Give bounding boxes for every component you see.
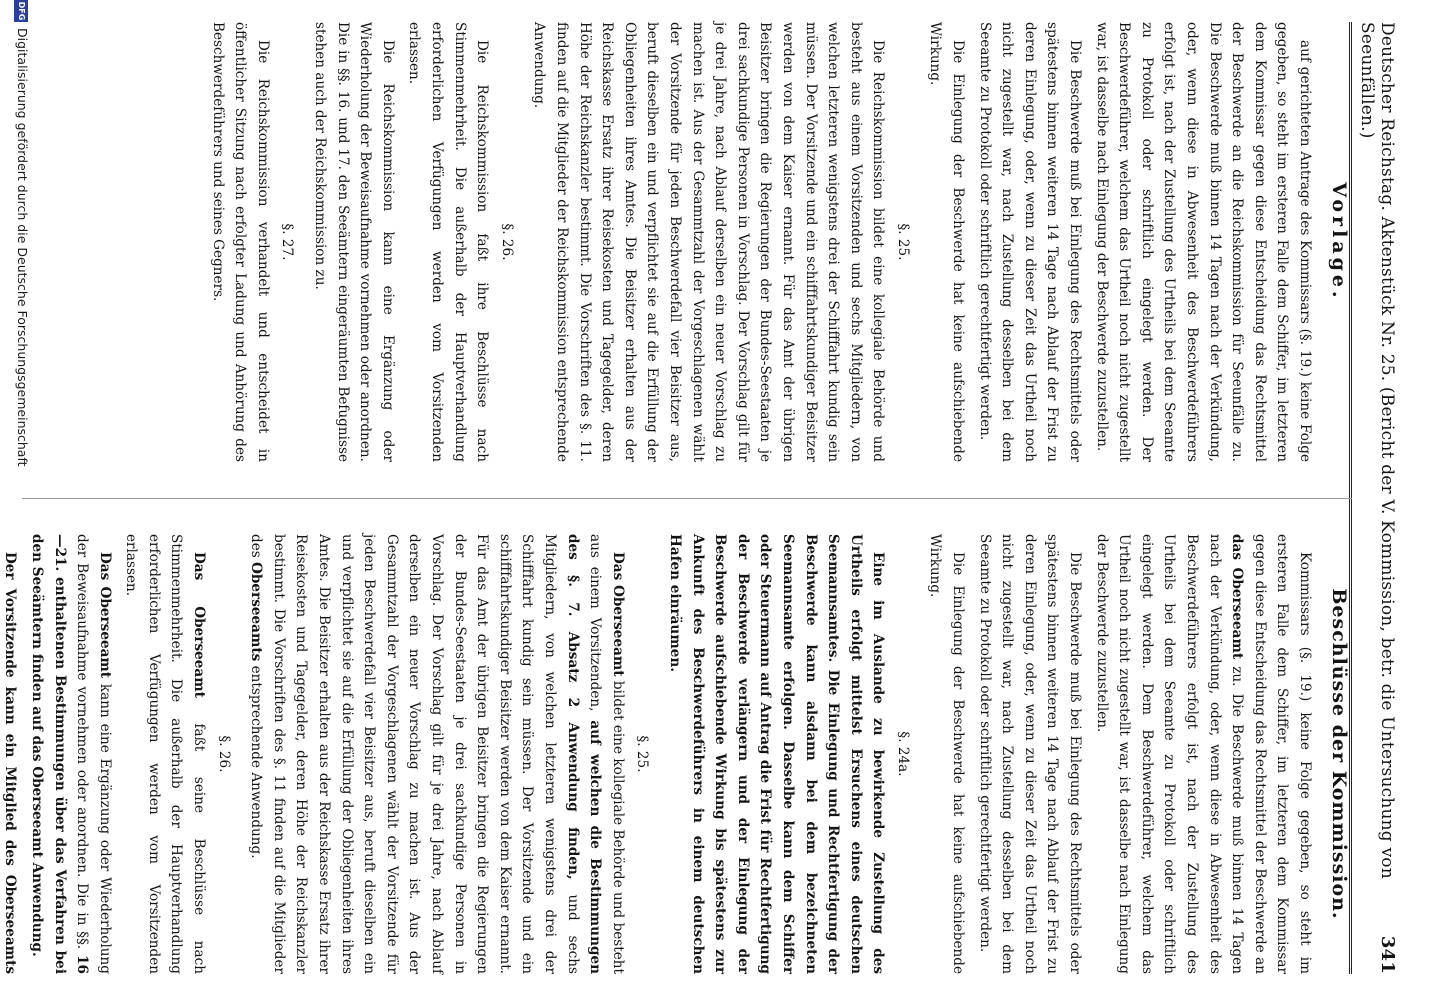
right-section-26-text-b [25, 534, 115, 974]
page-number: 341 [1377, 935, 1398, 974]
right-section-24a-bold: Eine im Auslande zu bewirkende Zustellung des Urtheils erfolgt mittelst Ersuchens eines deutschen Seemannsamtes. Die Einlegung und Rechtfertigung der Beschwerde kann alsdann bei dem bezeichneten Seemannsamte erfolgen. Dasselbe kann dem Schiffer oder Steuermann auf Antrag die Frist für Rechtfertigung der Beschwerde verlängern und der Einlegung der Beschwerde aufschiebende Wirkung bis spätestens zur Ankunft des Beschwerdeführers in einem deutschen Hafen einräumen. [666, 534, 887, 974]
right-section-25-heading: §. 25. [634, 735, 651, 773]
right-s25-bold-a: Das Oberseeamt [609, 552, 626, 677]
left-section-25-heading: §. 25. [894, 223, 911, 261]
right-s26-part-b: kann eine Ergänzung oder Wiederholung der Beweisaufnahme vornehmen oder anordnen. Die in §§. [74, 534, 113, 975]
right-section-25-text [245, 534, 629, 974]
right-section-24a-text [663, 534, 889, 974]
right-s25-bold-c: Oberseeamts [248, 562, 265, 662]
right-intro-part-1: Kommissars (§. 19.) keine Folge gegeben, so steht im ersteren Falle dem Schiffer, im letzteren dem Kommissar gegen diese Entscheidung das Rechtsmittel der Beschwerde an [1251, 534, 1313, 974]
right-section-24a-heading: §. 24a. [894, 731, 911, 777]
page-header [1349, 22, 1398, 974]
right-s26-bold-a: Das Oberseeamt [191, 552, 208, 698]
digitization-credit [15, 0, 31, 1000]
right-section-26-text-a [120, 534, 210, 974]
left-intro-paragraph: auf gerichteten Antrage des Kommissars (§. 19.) keine Folge gegeben, so steht im ersteren Falle dem Schiffer, im letzteren dem Kommissar gegen diese Entscheidung das Rechtsmittel der Beschwerde an die Reichskommission für Seeunfälle zu. Die Beschwerde muß binnen 14 Tagen nach der Verkündung, oder, wenn diese in Abwesenheit des Beschwerdeführers erfolgt ist, nach der Zustellung des Urtheils bei dem Seeamte zu Protokoll oder schriftlich eingelegt werden. Der Beschwerdeführer, welchem das Urtheil noch nicht zugestellt war, ist dasselbe nach Einlegung der Beschwerde zuzustellen. [1093, 22, 1313, 462]
column-divider [22, 498, 1352, 499]
right-intro-emphasis: das Oberseeamt [1229, 534, 1246, 660]
right-s26-part-a: faßt seine Beschlüsse nach Stimmenmehrheit. Die außerhalb der Hauptverhandlung erforderlichen Verfügungen werden vom Vorsitzenden erlassen. [123, 534, 208, 975]
dfg-logo-icon: DFG [15, 0, 29, 22]
right-section-26-heading: §. 26. [215, 735, 232, 773]
right-paragraph-3: Die Einlegung der Beschwerde hat keine aufschiebende Wirkung. [927, 534, 967, 974]
left-section-26-text-a: Die Reichskommission faßt ihre Beschlüsse nach Stimmenmehrheit. Die außerhalb der Hauptverhandlung erforderlichen Verfügungen werden vom Vorsitzenden erlassen. [406, 22, 491, 462]
left-paragraph-2: Die Beschwerde muß bei Einlegung des Rechtsmittels oder spätestens binnen weiteren 14 Tage nach Ablauf der Frist zu deren Einlegung, oder, wenn zu dieser Zeit das Urtheil noch nicht zugestellt war, nach Zustellung desselben bei dem Seeamte zu Protokoll oder schriftlich gerechtfertigt werden. [976, 22, 1084, 462]
left-column-text [202, 22, 1316, 462]
right-s26-bold-c: 16—21. enthaltenen Bestimmungen über das Verfahren bei den Seeämtern finden auf das Oberseeamt Anwendung. [28, 534, 91, 974]
right-s26-bold-b: Das Oberseeamt [96, 552, 113, 679]
left-column-heading: Vorlage. [1328, 182, 1350, 302]
right-s25-part-3: und sechs Mitgliedern, von welchen letzteren wenigstens drei der Schifffahrt kundig sein müssen. Der Vorsitzende und ein schifffahrtskundiger Beisitzer werden von dem Kaiser ernannt. Für das Amt der übrigen Beisitzer bringen die Regierungen der Bundes-Seestaaten je drei sachkundige Personen in Vorschlag. Der Vorschlag gilt für je drei Jahre, nach Ablauf derselben ein neuer Vorschlag zu machen ist. Aus der Gesammtzahl der Vorgeschlagenen wählt der Vorsitzende für jeden Beschwerdefall vier Beisitzer aus, beruft dieselben ein und verpflichtet sie auf die Erfüllung der Obliegenheiten ihres Amtes. Die Beisitzer erhalten aus der Reichskasse Ersatz ihrer Reisekosten und Tagegelder, deren Höhe der Reichskanzler bestimmt. Die Vorschriften des §. 11 finden auf die Mitglieder des [248, 534, 581, 974]
right-intro-part-2: zu. Die Beschwerde muß binnen 14 Tagen nach der Verkündung, oder, wenn diese in Abwesenheit des Beschwerdeführers erfolgt ist, nach der Zustellung des Urtheils bei dem Seeamte zu Protokoll oder schriftlich eingelegt werden. Dem Beschwerdeführer, welchem das Urtheil noch nicht zugestellt war, ist dasselbe nach Einlegung der Beschwerde zuzustellen. [1093, 534, 1246, 974]
right-intro-paragraph [1090, 534, 1316, 974]
right-column-heading: Beschlüsse der Kommission. [1328, 588, 1350, 920]
left-section-27-heading: §. 27. [279, 223, 296, 261]
left-section-26-text-b: Die Reichskommission kann eine Ergänzung oder Wiederholung der Beweisaufnahme vornehmen oder anordnen. Die in §§. 16. und 17. den Seeämtern eingeräumten Befugnisse stehen auch der Reichskommission zu. [312, 22, 396, 462]
header-title: Deutscher Reichstag. Aktenstück Nr. 25. (Bericht der V. Kommission, betr. die Untersuchung von Seeunfällen.) [1357, 22, 1397, 879]
right-column-text [0, 534, 1316, 974]
right-s25-part-2: bildet eine kollegiale Behörde und besteht aus einem Vorsitzenden, [587, 534, 626, 975]
right-paragraph-2: Die Beschwerde muß bei Einlegung des Rechtsmittels oder spätestens binnen weiteren 14 Tage nach Ablauf der Frist zu deren Einlegung, oder, wenn zu dieser Zeit das Urtheil noch nicht zugestellt war, nach Zustellung desselben bei dem Seeamte zu Protokoll oder schriftlich gerechtfertigt werden. [976, 534, 1084, 974]
right-s25-bold-b: auf welchen die Bestimmungen des §. 7. Absatz 2 Anwendung finden, [564, 534, 604, 974]
right-s25-part-4: entsprechende Anwendung. [248, 661, 265, 859]
left-section-27-text: Die Reichskommission verhandelt und entscheidet in öffentlicher Sitzung nach erfolgter Ladung und Anhörung des Beschwerdeführers und seines Gegners. [209, 22, 271, 462]
left-section-25-text: Die Reichskommission bildet eine kollegiale Behörde und besteht aus einem Vorsitzenden und sechs Mitgliedern, von welchen letzteren wenigstens drei der Schifffahrt kundig sein müssen. Der Vorsitzende und ein schifffahrtskundiger Beisitzer werden von dem Kaiser ernannt. Für das Amt der übrigen Beisitzer bringen die Regierungen der Bundes-Seestaaten je drei sachkundige Personen in Vorschlag. Der Vorschlag gilt für je drei Jahre, nach Ablauf derselben ein neuer Vorschlag zu machen ist. Aus der Gesammtzahl der Vorgeschlagenen wählt der Vorsitzende für jeden Beschwerdefall vier Beisitzer aus, beruft dieselben ein und verpflichtet sie auf die Erfüllung der Obliegenheiten ihres Amtes. Die Beisitzer erhalten aus der Reichskasse Ersatz ihrer Reisekosten und Tagegelder, deren Höhe der Reichskanzler bestimmt. Die Vorschriften des §. 11. finden auf die Mitglieder der Reichskommission entsprechende Anwendung. [531, 22, 887, 462]
left-paragraph-3: Die Einlegung der Beschwerde hat keine aufschiebende Wirkung. [927, 22, 967, 462]
digitization-credit-text: Digitalisierung gefördert durch die Deutsche Forschungsgemeinschaft [15, 28, 30, 467]
left-section-26-heading: §. 26. [498, 223, 515, 261]
right-s26-bold-d: Der Vorsitzende kann ein Mitglied des Oberseeamts [2, 552, 19, 974]
